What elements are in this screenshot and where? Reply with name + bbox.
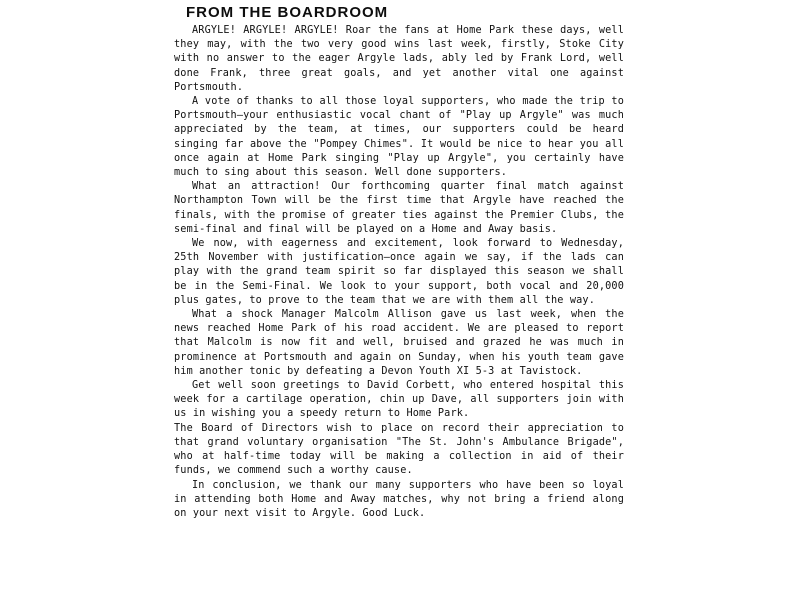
- article-paragraph-7: The Board of Directors wish to place on record their appreciation to that grand voluntary organisation "The St. John's Ambulance Brigade", who at half-time today will be making a collection in aid of their funds, we commend such a worthy cause.: [174, 422, 624, 477]
- article-heading: FROM THE BOARDROOM: [186, 4, 389, 21]
- article-paragraph-2: A vote of thanks to all those loyal supporters, who made the trip to Portsmouth—your enthusiastic vocal chant of "Play up Argyle" was much appreciated by the team, at times, our supporters could be heard singing far above the "Pompey Chimes". It would be nice to hear you all once again at Home Park singing "Play up Argyle", you certainly have much to sing about this season. Well done supporters.: [174, 96, 624, 179]
- article: [174, 4, 624, 521]
- article-paragraph-4: We now, with eagerness and excitement, look forward to Wednesday, 25th November with justification—once again we say, if the lads can play with the grand team spirit so far displayed this season we shall be in the Semi-Final. We look to your support, both vocal and 20,000 plus gates, to prove to the team that we are with them all the way.: [174, 238, 624, 306]
- article-paragraph-1: ARGYLE! ARGYLE! ARGYLE! Roar the fans at Home Park these days, well they may, with the two very good wins last week, firstly, Stoke City with no answer to the eager Argyle lads, ably led by Frank Lord, well done Frank, three great goals, and yet another vital one against Portsmouth.: [174, 25, 624, 93]
- article-paragraph-3: What an attraction! Our forthcoming quarter final match against Northampton Town will be the first time that Argyle have reached the finals, with the promise of greater ties against the Premier Clubs, the semi-final and final will be played on a Home and Away basis.: [174, 181, 624, 235]
- article-paragraph-6: Get well soon greetings to David Corbett, who entered hospital this week for a cartilage operation, chin up Dave, all supporters join with us in wishing you a speedy return to Home Park.: [174, 380, 624, 420]
- article-paragraph-8: In conclusion, we thank our many supporters who have been so loyal in attending both Home and Away matches, why not bring a friend along on your next visit to Argyle. Good Luck.: [174, 479, 624, 519]
- article-paragraph-5: What a shock Manager Malcolm Allison gave us last week, when the news reached Home Park of his road accident. We are pleased to report that Malcolm is now fit and well, bruised and grazed he was much in prominence at Portsmouth and again on Sunday, when his youth team gave him another tonic by defeating a Devon Youth XI 5-3 at Tavistock.: [174, 309, 624, 377]
